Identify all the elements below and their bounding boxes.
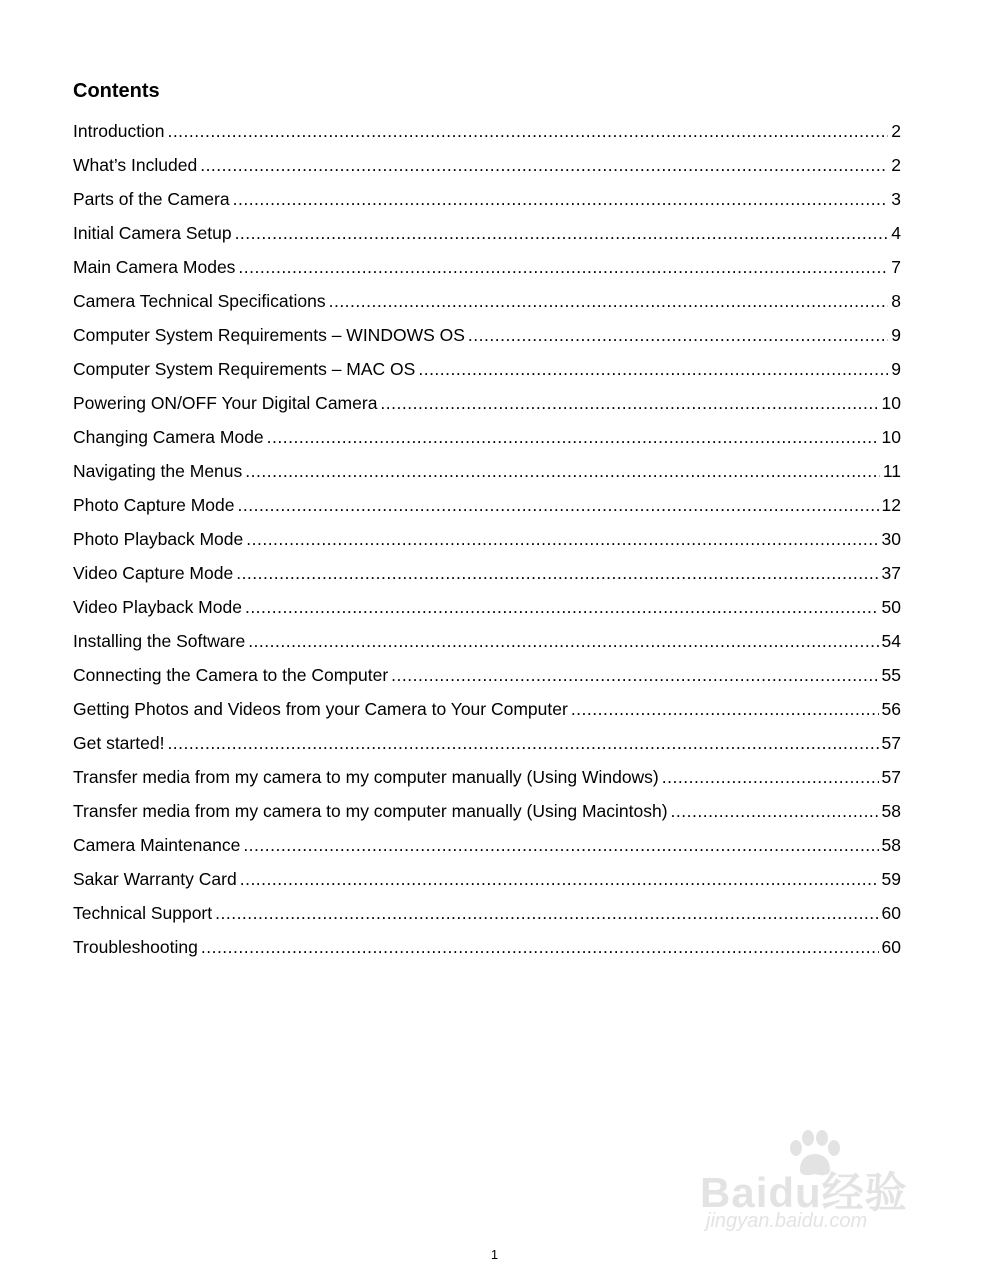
toc-entry-page[interactable]: 55 [881, 664, 901, 685]
toc-dot-leader [329, 291, 889, 312]
page-number: 1 [490, 1247, 499, 1262]
toc-entry-title[interactable]: What’s Included [73, 154, 198, 175]
toc-entry-title[interactable]: Camera Maintenance [73, 834, 241, 855]
toc-entry[interactable] [73, 386, 901, 420]
toc-entry[interactable] [73, 148, 901, 182]
toc-entry-page[interactable]: 12 [881, 494, 901, 515]
toc-entry-title[interactable]: Photo Capture Mode [73, 494, 235, 515]
toc-entry[interactable] [73, 352, 901, 386]
toc-dot-leader [245, 461, 880, 482]
toc-entry[interactable] [73, 216, 901, 250]
toc-dot-leader [238, 257, 888, 278]
toc-entry[interactable] [73, 284, 901, 318]
toc-entry-title[interactable]: Camera Technical Specifications [73, 290, 326, 311]
toc-entry-title[interactable]: Transfer media from my camera to my computer manually (Using Windows) [73, 766, 659, 787]
toc-dot-leader [662, 767, 879, 788]
toc-dot-leader [571, 699, 879, 720]
toc-entry-title[interactable]: Parts of the Camera [73, 188, 230, 209]
toc-entry-title[interactable]: Installing the Software [73, 630, 246, 651]
toc-entry-page[interactable]: 7 [891, 256, 901, 277]
toc-dot-leader [201, 937, 879, 958]
toc-entry[interactable] [73, 182, 901, 216]
toc-dot-leader [240, 869, 879, 890]
toc-entry[interactable] [73, 114, 901, 148]
toc-entry[interactable] [73, 726, 901, 760]
watermark-url: jingyan.baidu.com [706, 1210, 868, 1232]
toc-dot-leader [468, 325, 888, 346]
toc-entry[interactable] [73, 658, 901, 692]
toc-dot-leader [267, 427, 879, 448]
toc-entry-title[interactable]: Initial Camera Setup [73, 222, 232, 243]
toc-entry[interactable] [73, 318, 901, 352]
toc-entry-page[interactable]: 60 [881, 902, 901, 923]
toc-entry-page[interactable]: 10 [881, 392, 901, 413]
toc-entry-page[interactable]: 50 [881, 596, 901, 617]
toc-dot-leader [380, 393, 878, 414]
toc-dot-leader [236, 563, 878, 584]
toc-entry-title[interactable]: Get started! [73, 732, 165, 753]
toc-entry[interactable] [73, 488, 901, 522]
toc-dot-leader [200, 155, 888, 176]
toc-entry[interactable] [73, 862, 901, 896]
toc-entry[interactable] [73, 420, 901, 454]
toc-entry[interactable] [73, 794, 901, 828]
toc-entry-page[interactable]: 3 [891, 188, 901, 209]
watermark [700, 1130, 940, 1240]
toc-entry[interactable] [73, 828, 901, 862]
toc-entry[interactable] [73, 556, 901, 590]
toc-entry[interactable] [73, 692, 901, 726]
toc-entry[interactable] [73, 624, 901, 658]
toc-entry-title[interactable]: Changing Camera Mode [73, 426, 264, 447]
toc-entry-title[interactable]: Sakar Warranty Card [73, 868, 237, 889]
toc-entry-title[interactable]: Video Capture Mode [73, 562, 234, 583]
toc-entry[interactable] [73, 760, 901, 794]
toc-entry-title[interactable]: Technical Support [73, 902, 213, 923]
toc-entry-title[interactable]: Main Camera Modes [73, 256, 236, 277]
toc-entry-title[interactable]: Navigating the Menus [73, 460, 243, 481]
toc-entry-page[interactable]: 58 [881, 834, 901, 855]
toc-entry-title[interactable]: Introduction [73, 120, 165, 141]
toc-entry-page[interactable]: 9 [891, 358, 901, 379]
toc-dot-leader [215, 903, 878, 924]
toc-dot-leader [235, 223, 889, 244]
toc-entry-page[interactable]: 37 [881, 562, 901, 583]
toc-entry-page[interactable]: 57 [881, 732, 901, 753]
toc-entry-page[interactable]: 2 [891, 120, 901, 141]
toc-dot-leader [671, 801, 879, 822]
toc-dot-leader [243, 835, 878, 856]
watermark-logo: Baidu经验 [700, 1169, 908, 1216]
toc-entry-page[interactable]: 54 [881, 630, 901, 651]
toc-entry-page[interactable]: 10 [881, 426, 901, 447]
toc-dot-leader [238, 495, 879, 516]
toc-entry[interactable] [73, 522, 901, 556]
toc-heading: Contents [73, 80, 160, 102]
toc-entry-page[interactable]: 4 [891, 222, 901, 243]
toc-entry-page[interactable]: 11 [882, 460, 901, 481]
toc-entry-title[interactable]: Photo Playback Mode [73, 528, 244, 549]
toc-dot-leader [245, 597, 879, 618]
toc-dot-leader [248, 631, 878, 652]
toc-dot-leader [246, 529, 878, 550]
toc-dot-leader [167, 121, 888, 142]
toc-entry[interactable] [73, 896, 901, 930]
toc-entry-title[interactable]: Transfer media from my camera to my computer manually (Using Macintosh) [73, 800, 668, 821]
toc-entry-title[interactable]: Connecting the Camera to the Computer [73, 664, 389, 685]
toc-dot-leader [418, 359, 888, 380]
toc-dot-leader [167, 733, 878, 754]
toc-entry-page[interactable]: 60 [881, 936, 901, 957]
toc-entry-page[interactable]: 9 [891, 324, 901, 345]
toc-entry[interactable] [73, 250, 901, 284]
toc-entry-page[interactable]: 58 [881, 800, 901, 821]
toc-entry-title[interactable]: Troubleshooting [73, 936, 198, 957]
toc-entry[interactable] [73, 590, 901, 624]
toc-dot-leader [391, 665, 878, 686]
toc-entry-page[interactable]: 30 [881, 528, 901, 549]
toc-entry-title[interactable]: Video Playback Mode [73, 596, 242, 617]
toc-entry-page[interactable]: 59 [881, 868, 901, 889]
toc-entry-page[interactable]: 56 [881, 698, 901, 719]
toc-entry[interactable] [73, 930, 901, 964]
toc-entry[interactable] [73, 454, 901, 488]
toc-dot-leader [233, 189, 889, 210]
toc-entry-title[interactable]: Computer System Requirements – MAC OS [73, 358, 416, 379]
toc-entry-title[interactable]: Powering ON/OFF Your Digital Camera [73, 392, 378, 413]
toc-entry-title[interactable]: Computer System Requirements – WINDOWS OS [73, 324, 465, 345]
toc-entry-page[interactable]: 2 [891, 154, 901, 175]
toc-entry-page[interactable]: 57 [881, 766, 901, 787]
toc-entry-page[interactable]: 8 [891, 290, 901, 311]
toc-entry-title[interactable]: Getting Photos and Videos from your Camera to Your Computer [73, 698, 568, 719]
toc-list [73, 114, 901, 964]
